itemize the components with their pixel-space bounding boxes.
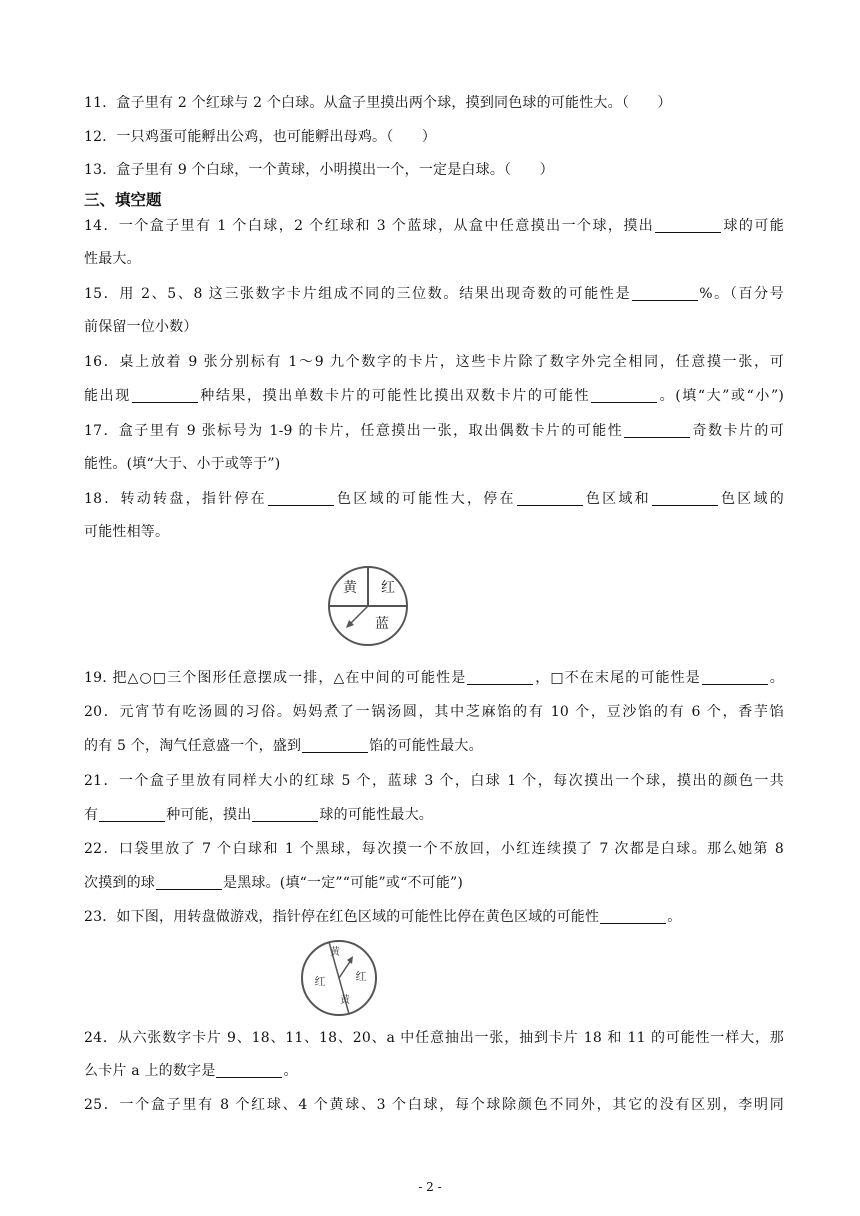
answer-blank[interactable]: [132, 388, 198, 403]
question-14-line1: 14．一个盒子里有 1 个白球，2 个红球和 3 个蓝球，从盒中任意摸出一个球，摸出 球的可能: [84, 218, 784, 234]
spinner-2-label: 黄: [340, 995, 350, 1006]
question-21-line1: 21．一个盒子里放有同样大小的红球 5 个，蓝球 3 个，白球 1 个，每次摸出一个球，摸出的颜色一共: [84, 773, 784, 789]
question-20-line2: 的有 5 个，淘气任意盛一个，盛到 馅的可能性最大。: [84, 738, 483, 754]
question-17-line2: 能性。(填“大于、小于或等于”): [84, 456, 281, 472]
question-13: 13．盒子里有 9 个白球，一个黄球，小明摸出一个，一定是白球。（ ）: [84, 162, 554, 178]
question-22-line2: 次摸到的球 是黑球。(填“一定”“可能”或“不可能”): [84, 875, 464, 891]
answer-blank[interactable]: [702, 670, 768, 685]
question-16-line1: 16．桌上放着 9 张分别标有 1～9 九个数字的卡片，这些卡片除了数字外完全相同，任意摸一张，可: [84, 354, 784, 370]
answer-blank[interactable]: [268, 491, 334, 506]
question-16-line2: 能出现 种结果，摸出单数卡片的可能性比摸出双数卡片的可能性 。(填“大”或“小”): [84, 388, 784, 404]
answer-blank[interactable]: [517, 491, 583, 506]
answer-blank[interactable]: [156, 875, 222, 890]
question-15-line1: 15．用 2、5、8 这三张数字卡片组成不同的三位数。结果出现奇数的可能性是 %。（百分号: [84, 286, 784, 302]
question-19: 19. 把△○□三个图形任意摆成一排，△在中间的可能性是 ，□不在末尾的可能性是 。: [84, 670, 784, 686]
answer-blank[interactable]: [216, 1063, 282, 1078]
question-18-line1: 18．转动转盘，指针停在 色区域的可能性大，停在 色区域和 色区域的: [84, 491, 784, 507]
section-title-fill-blank: 三、填空题: [84, 191, 162, 209]
spinner-1-label: 蓝: [375, 616, 389, 632]
question-11: 11．盒子里有 2 个红球与 2 个白球。从盒子里摸出两个球，摸到同色球的可能性大。（ ）: [84, 95, 672, 111]
question-23: 23．如下图，用转盘做游戏，指针停在红色区域的可能性比停在黄色区域的可能性 。: [84, 909, 682, 925]
question-24-line2: 么卡片 a 上的数字是 。: [84, 1063, 298, 1079]
answer-blank[interactable]: [302, 738, 368, 753]
answer-blank[interactable]: [467, 670, 533, 685]
question-14-line2: 性最大。: [84, 251, 141, 267]
question-20-line1: 20．元宵节有吃汤圆的习俗。妈妈煮了一锅汤圆，其中芝麻馅的有 10 个，豆沙馅的有 6 个，香芋馅: [84, 704, 784, 720]
answer-blank[interactable]: [591, 388, 657, 403]
question-22-line1: 22．口袋里放了 7 个白球和 1 个黑球，每次摸一个不放回，小红连续摸了 7 次都是白球。那么她第 8: [84, 841, 784, 857]
answer-blank[interactable]: [624, 423, 690, 438]
spinner-2-label: 红: [355, 970, 367, 983]
answer-blank[interactable]: [600, 909, 666, 924]
answer-blank[interactable]: [652, 491, 718, 506]
question-25-line1: 25．一个盒子里有 8 个红球、4 个黄球、3 个白球，每个球除颜色不同外，其它的没有区别，李明同: [84, 1097, 784, 1113]
question-17-line1: 17．盒子里有 9 张标号为 1-9 的卡片，任意摸出一张，取出偶数卡片的可能性 奇数卡片的可: [84, 423, 784, 439]
page-number: - 2 -: [418, 1180, 442, 1194]
question-24-line1: 24．从六张数字卡片 9、18、11、18、20、a 中任意抽出一张，抽到卡片 18 和 11 的可能性一样大，那: [84, 1030, 784, 1046]
question-21-line2: 有 种可能，摸出 球的可能性最大。: [84, 807, 434, 823]
answer-blank[interactable]: [632, 286, 698, 301]
spinner-1-label: 红: [381, 580, 395, 596]
question-18-line2: 可能性相等。: [84, 524, 170, 540]
spinner-1-label: 黄: [343, 580, 357, 596]
answer-blank[interactable]: [655, 218, 721, 233]
answer-blank[interactable]: [99, 807, 165, 822]
question-12: 12．一只鸡蛋可能孵出公鸡，也可能孵出母鸡。（ ）: [84, 129, 437, 145]
spinner-1-figure: [326, 564, 410, 648]
spinner-2-label: 黄: [330, 947, 340, 958]
spinner-2-figure: [299, 938, 379, 1018]
spinner-2-label: 红: [314, 975, 326, 988]
question-15-line2: 前保留一位小数）: [84, 319, 198, 335]
answer-blank[interactable]: [252, 807, 318, 822]
